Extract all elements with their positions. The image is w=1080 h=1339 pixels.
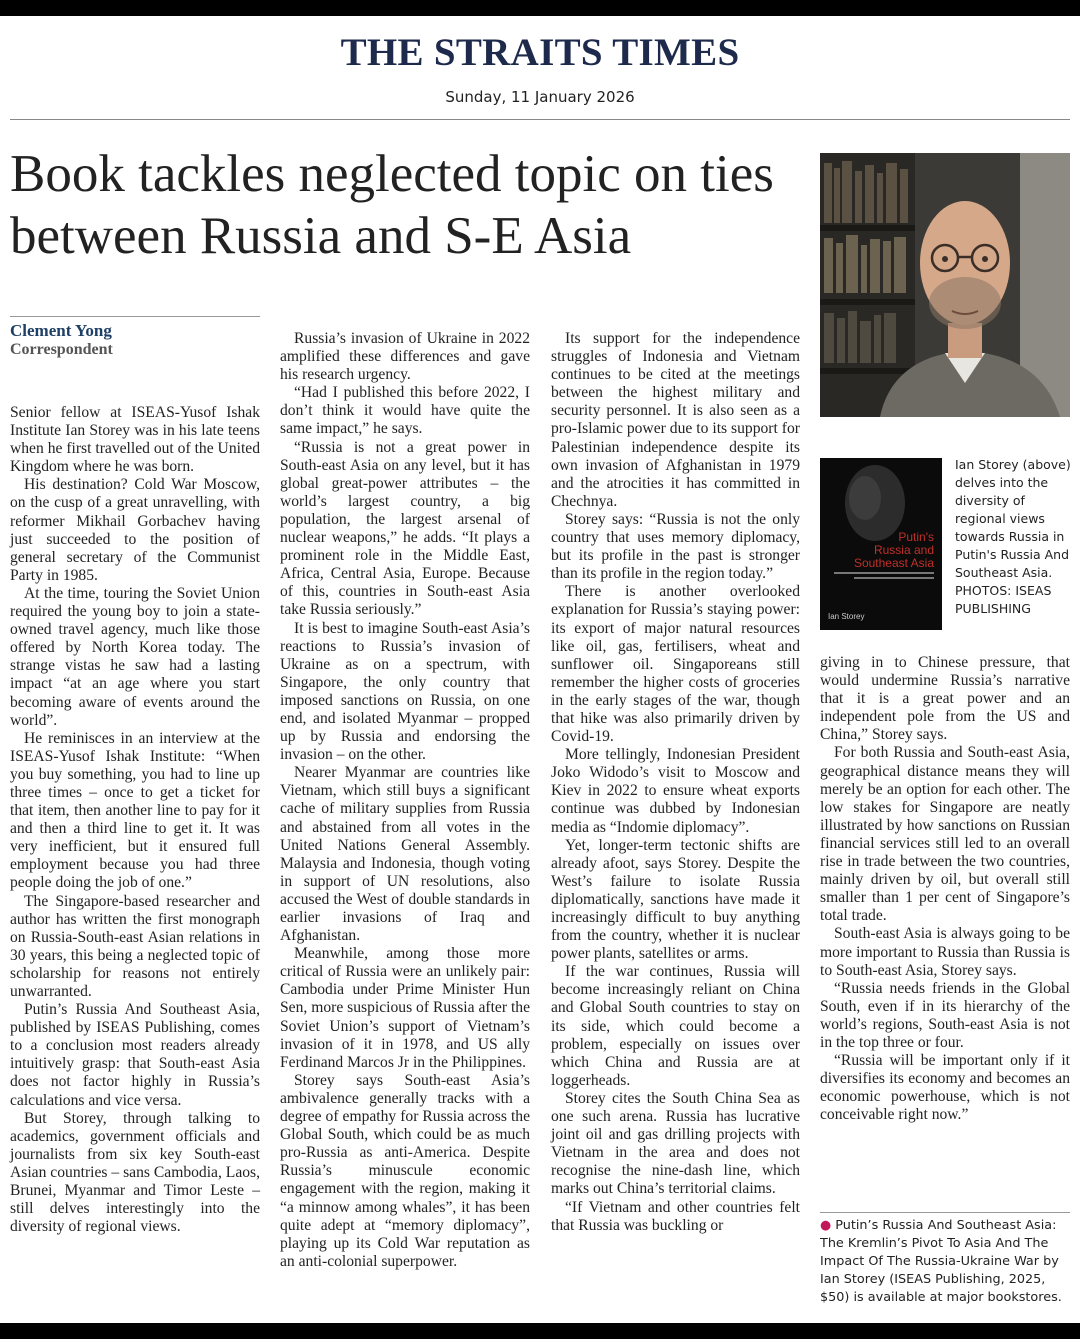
paragraph: giving in to Chinese pressure, that would undermine Russia’s narrative that it is a great power and an independent pole from the US and China,” Storey says. — [820, 654, 1070, 744]
newspaper-page — [0, 16, 1080, 1323]
header-divider — [10, 119, 1070, 120]
photo-caption: Ian Storey (above) delves into the diversity of regional views towards Russia in Putin's Russia And Southeast Asia. PHOTOS: ISEAS PUBLISHING — [955, 457, 1071, 616]
paragraph: For both Russia and South-east Asia, geographical distance means they will merely be an option for each other. The low stakes for Singapore are neatly illustrated by how sanctions on Russian financial services still led to an overall rise in trade between the two countries, mainly driven by oil, but overall still smaller than 1 per cent of Singapore’s total trade. — [820, 744, 1070, 925]
paragraph: If the war continues, Russia will become increasingly reliant on China and Global South countries to stay on its side, which could become a problem, especially on issues over which China and Russia are at loggerheads. — [551, 963, 800, 1089]
paragraph: Nearer Myanmar are countries like Vietnam, which still buys a significant cache of military supplies from Russia and abstained from all votes in the United Nations General Assembly. Malaysia and Indonesia, though voting in support of UN resolutions, also accused the West of double standards in earlier invasions of Iraq and Afghanistan. — [280, 764, 530, 945]
paragraph: Its support for the independence struggles of Indonesia and Vietnam continues to be cited at the meetings between the highest military and security personnel. It is also seen as a pro-Islamic power due to its support for Palestinian independence despite its own invasion of Afghanistan in 1979 and the atrocities it has committed in Chechnya. — [551, 330, 800, 510]
paragraph: It is best to imagine South-east Asia’s reactions to Russia’s invasion of Ukraine as on a spectrum, with Singapore, the only country that imposed sanctions on Russia, on one end, and isolated Myanmar – propped up by Russia and endorsing the invasion – on the other. — [280, 619, 530, 764]
article-column-1 — [10, 404, 260, 1323]
paragraph: At the time, touring the Soviet Union required the young boy to join a state-owned travel agency, much like those offered by North Korea today. The strange vistas he saw had a lasting impact “at an age where you start becoming aware of events around the world”. — [10, 584, 260, 729]
photo-credit: PHOTOS: ISEAS PUBLISHING — [955, 583, 1052, 616]
book-subtitle-lines — [834, 571, 934, 580]
paragraph: “Russia will be important only if it diversifies its economy and becomes an economic powerhouse, which is not conceivable right now.” — [820, 1052, 1070, 1124]
masthead: THE STRAITS TIMES — [340, 31, 740, 74]
author-role: Correspondent — [10, 341, 113, 358]
paragraph: More tellingly, Indonesian President Joko Widodo’s visit to Moscow and Kiev in 2022 to ensure wheat exports continue was dubbed by Indonesian media as “Indomie diplomacy”. — [551, 746, 800, 836]
paragraph: He reminisces in an interview at the ISEAS-Yusof Ishak Institute: “When you buy something, you had to line up three times – once to get a ticket for that item, then another line to pay for it and then a third line to get it. It was very inefficient, but it ensured full employment because you had three people doing the job of one.” — [10, 729, 260, 892]
author-photo — [820, 153, 1070, 417]
book-title: Putin's Russia and Southeast Asia — [853, 530, 934, 570]
publication-date: Sunday, 11 January 2026 — [445, 88, 635, 106]
paragraph: But Storey, through talking to academics, government officials and journalists from six key South-east Asian countries – sans Cambodia, Laos, Brunei, Myanmar and Timor Leste – still delves interestingly into the diversity of regional views. — [10, 1109, 260, 1236]
byline — [10, 316, 260, 359]
paragraph: Yet, longer-term tectonic shifts are already afoot, says Storey. Despite the West’s failure to isolate Russia diplomatically, sanctions have made it increasingly difficult to buy anything from the country, whether it is nuclear power plants, satellites or arms. — [551, 836, 800, 963]
book-info: ● Putin’s Russia And Southeast Asia: The Kremlin’s Pivot To Asia And The Impact Of The Russia-Ukraine War by Ian Storey (ISEAS Publishing, 2025, $50) is available at major bookstores. — [820, 1212, 1070, 1307]
paragraph: Putin’s Russia And Southeast Asia, published by ISEAS Publishing, comes to a conclusion most readers already intuitively grasp: that South-east Asia does not factor highly in Russia’s calculations and vice versa. — [10, 1001, 260, 1109]
paragraph: The Singapore-based researcher and author has written the first monograph on Russia-South-east Asian relations in 30 years, this being a neglected topic of scholarship for reasons not entirely unwarranted. — [10, 892, 260, 1000]
paragraph: “Russia is not a great power in South-east Asia on any level, but it has global great-power attributes – the world’s largest country, a big population, the largest arsenal of nuclear weapons,” he adds. “It plays a prominent role in the Middle East, Africa, Central Asia, Europe. Because of this, countries in South-east Asia take Russia seriously.” — [280, 438, 530, 619]
paragraph: Storey says South-east Asia’s ambivalence generally tracks with a degree of empathy for Russia across the Global South, which could be as much pro-Russia as anti-America. Despite Russia’s minuscule economic engagement with the region, making it “a minnow among whales”, it has been quite adept at “memory diplomacy”, playing up its Cold War reputation as an anti-colonial superpower. — [280, 1071, 530, 1270]
paragraph: Russia’s invasion of Ukraine in 2022 amplified these differences and gave his research urgency. — [280, 330, 530, 384]
paragraph: Meanwhile, among those more critical of Russia were an unlikely pair: Cambodia under Prime Minister Hun Sen, more suspicious of Russia after the Soviet Union’s support of Vietnam’s invasion of it in 1978, and US ally Ferdinand Marcos Jr in the Philippines. — [280, 945, 530, 1071]
book-author: Ian Storey — [828, 612, 865, 621]
headline: Book tackles neglected topic on ties between Russia and S-E Asia — [10, 145, 774, 265]
paragraph: South-east Asia is always going to be more important to Russia than Russia is to South-east Asia, Storey says. — [820, 925, 1070, 979]
article-column-4 — [820, 654, 1070, 1194]
paragraph: “Russia needs friends in the Global South, even if in its hierarchy of the world’s regions, South-east Asia is not in the top three or four. — [820, 979, 1070, 1051]
article-column-2 — [280, 330, 530, 1323]
paragraph: Storey says: “Russia is not the only country that uses memory diplomacy, but its profile in the past is stronger than its profile in the region today.” — [551, 510, 800, 583]
article-column-3 — [551, 330, 800, 1323]
bullet-icon: ● — [820, 1218, 832, 1233]
paragraph: His destination? Cold War Moscow, on the cusp of a great unravelling, with reformer Mikhail Gorbachev having just succeeded to the position of general secretary of the Communist Party in 1985. — [10, 476, 260, 584]
paragraph: There is another overlooked explanation for Russia’s staying power: its export of major natural resources like oil, gas, fertilisers, wheat and sunflower oil. Singaporeans still remember the higher costs of groceries in the early stages of the war, though that hike was also primarily driven by Covid-19. — [551, 583, 800, 746]
paragraph: Storey cites the South China Sea as one such arena. Russia has lucrative joint oil and gas drilling projects with Vietnam in the area and does not recognise the nine-dash line, which marks out China’s territorial claims. — [551, 1089, 800, 1198]
paragraph: Senior fellow at ISEAS-Yusof Ishak Institute Ian Storey was in his late teens when he first travelled out of the United Kingdom where he was born. — [10, 404, 260, 476]
book-cover — [820, 458, 942, 630]
paragraph: “Had I published this before 2022, I don’t think it would have quite the same impact,” he says. — [280, 384, 530, 438]
author-name: Clement Yong — [10, 321, 112, 340]
paragraph: “If Vietnam and other countries felt that Russia was buckling or — [551, 1198, 800, 1234]
